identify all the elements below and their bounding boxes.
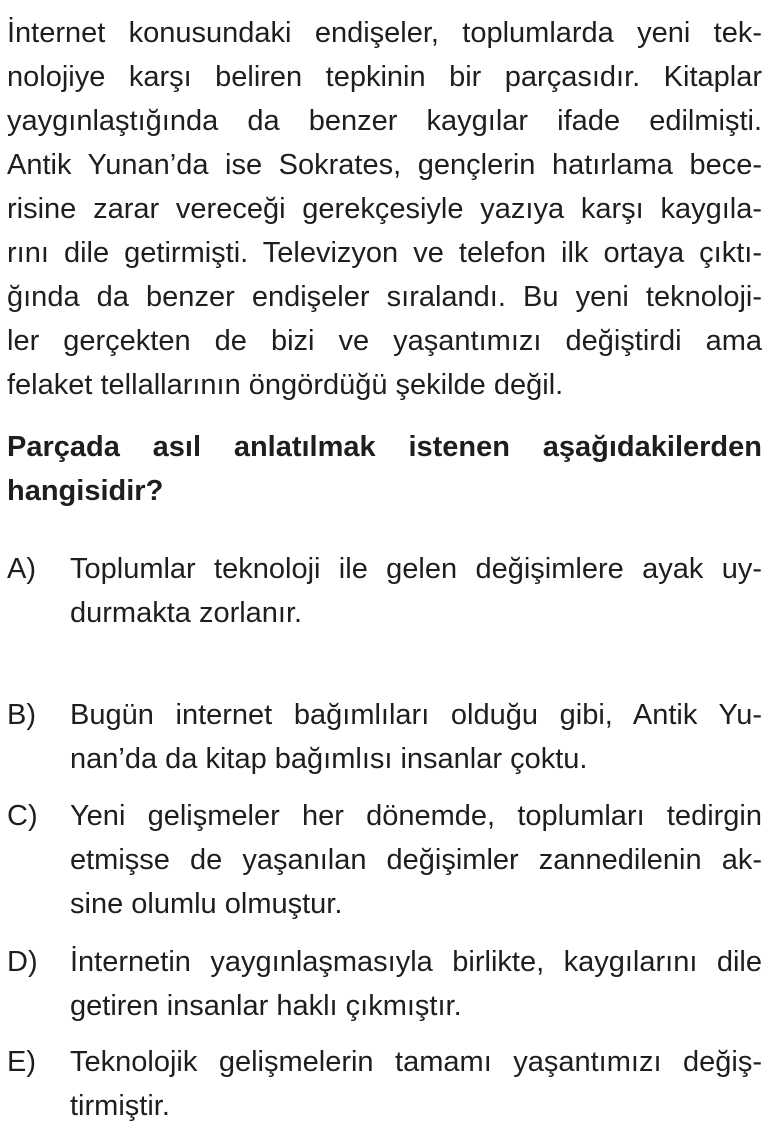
option-line: etmişse de yaşanılan değişimler zannedilenin ak- bbox=[70, 844, 762, 876]
passage-line: Antik Yunan’da ise Sokrates, gençlerin hatırlama bece- bbox=[7, 149, 762, 181]
option-a[interactable] bbox=[7, 547, 762, 635]
reading-passage bbox=[7, 11, 762, 407]
option-line: Bugün internet bağımlıları olduğu gibi, Antik Yu- bbox=[70, 699, 762, 731]
passage-line: İnternet konusundaki endişeler, toplumlarda yeni tek- bbox=[7, 17, 762, 49]
passage-line: ğında da benzer endişeler sıralandı. Bu yeni teknoloji- bbox=[7, 281, 762, 313]
question-line: Parçada asıl anlatılmak istenen aşağıdakilerden bbox=[7, 431, 762, 463]
option-line: tirmiştir. bbox=[70, 1090, 170, 1122]
passage-line: nolojiye karşı beliren tepkinin bir parçasıdır. Kitaplar bbox=[7, 61, 762, 93]
option-e[interactable] bbox=[7, 1040, 762, 1128]
passage-line: ler gerçekten de bizi ve yaşantımızı değiştirdi ama bbox=[7, 325, 762, 357]
option-letter: C) bbox=[7, 800, 38, 832]
answer-options bbox=[7, 547, 762, 1128]
option-text bbox=[70, 940, 762, 1028]
option-line: Yeni gelişmeler her dönemde, toplumları tedirgin bbox=[70, 800, 762, 832]
option-line: Toplumlar teknoloji ile gelen değişimlere ayak uy- bbox=[70, 553, 762, 585]
option-d[interactable] bbox=[7, 940, 762, 1028]
passage-line: risine zarar vereceği gerekçesiyle yazıya karşı kaygıla- bbox=[7, 193, 762, 225]
option-letter: D) bbox=[7, 946, 38, 978]
passage-line: felaket tellallarının öngördüğü şekilde değil. bbox=[7, 369, 564, 401]
option-b[interactable] bbox=[7, 693, 762, 781]
option-text bbox=[70, 547, 762, 635]
question-line: hangisidir? bbox=[7, 475, 164, 507]
option-line: nan’da da kitap bağımlısı insanlar çoktu. bbox=[70, 743, 588, 775]
option-line: sine olumlu olmuştur. bbox=[70, 888, 343, 920]
option-line: durmakta zorlanır. bbox=[70, 597, 303, 629]
option-letter: B) bbox=[7, 699, 36, 731]
option-text bbox=[70, 794, 762, 926]
option-line: getiren insanlar haklı çıkmıştır. bbox=[70, 990, 462, 1022]
passage-line: yaygınlaştığında da benzer kaygılar ifade edilmişti. bbox=[7, 105, 762, 137]
question-stem bbox=[7, 425, 762, 513]
option-letter: A) bbox=[7, 553, 36, 585]
passage-line: rını dile getirmişti. Televizyon ve telefon ilk ortaya çıktı- bbox=[7, 237, 762, 269]
option-text bbox=[70, 693, 762, 781]
option-line: İnternetin yaygınlaşmasıyla birlikte, kaygılarını dile bbox=[70, 946, 762, 978]
option-line: Teknolojik gelişmelerin tamamı yaşantımızı değiş- bbox=[70, 1046, 762, 1078]
option-letter: E) bbox=[7, 1046, 36, 1078]
option-c[interactable] bbox=[7, 794, 762, 926]
option-text bbox=[70, 1040, 762, 1128]
